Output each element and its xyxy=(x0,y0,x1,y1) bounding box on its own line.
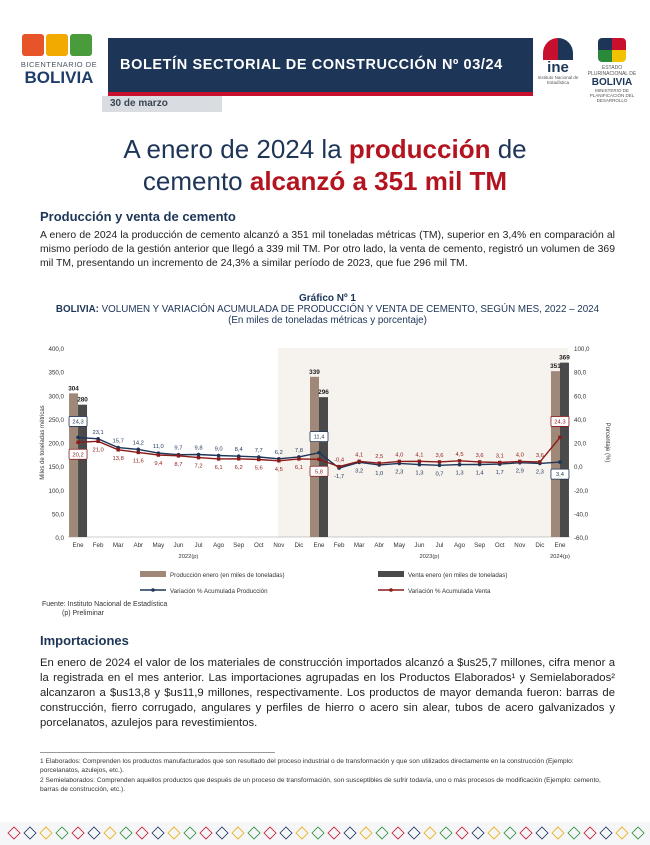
bar-data-label: 369 xyxy=(559,354,570,362)
y-axis-tick-label: 400,0 xyxy=(48,346,64,353)
y-axis-tick-label: 250,0 xyxy=(48,416,64,424)
line-data-label: 4,5 xyxy=(274,466,283,473)
line-data-label: 7,2 xyxy=(194,463,203,470)
line-point-venta xyxy=(277,459,280,462)
y2-axis-tick-label: 20,0 xyxy=(574,440,587,448)
line-data-label: 11,4 xyxy=(313,434,325,441)
x-axis-tick-label: Dic xyxy=(294,542,304,549)
y2-axis-tick-label: -20,0 xyxy=(574,487,589,495)
line-point-venta xyxy=(378,461,381,464)
line-data-label: 2,5 xyxy=(375,454,384,461)
line-data-label: -0,4 xyxy=(334,457,345,464)
line-point-venta xyxy=(478,460,481,463)
x-axis-tick-label: Oct xyxy=(494,542,505,549)
line-data-label: 11,6 xyxy=(132,458,144,465)
bolivia-seal-icon xyxy=(598,38,626,62)
line-data-label: 5,6 xyxy=(254,465,263,472)
line-point-venta xyxy=(337,465,340,468)
year-label: 2022(p) xyxy=(178,554,199,560)
y2-axis-title: Porcentaje (%) xyxy=(604,422,610,463)
y-axis-tick-label: 200,0 xyxy=(48,440,64,448)
section-title-production: Producción y venta de cemento xyxy=(40,209,236,224)
x-axis-tick-label: Dic xyxy=(535,542,545,549)
page-header xyxy=(0,0,650,109)
legend-swatch xyxy=(378,571,404,577)
section-body-production: A enero de 2024 la producción de cemento alcanzó a 351 mil toneladas métricas (TM), superior en 3,4% en comparación al mismo período de la gestión anterior que llegó a 339 mil TM. Por otro lado, la venta de cemento, registró un volumen de 369 mil TM, presentando un incremento de 24,3% a similar período de 2023, que fue 296 mil TM. xyxy=(40,230,615,269)
x-axis-tick-label: Ago xyxy=(213,542,225,549)
y-axis-tick-label: 100,0 xyxy=(48,487,64,495)
bar-data-label: 304 xyxy=(68,385,79,393)
x-axis-tick-label: Nov xyxy=(273,542,285,549)
logo-big-text: BOLIVIA xyxy=(24,68,94,87)
headline-part: A enero de 2024 la xyxy=(123,134,349,164)
x-axis-tick-label: Ene xyxy=(313,542,325,549)
cement-chart xyxy=(28,336,622,604)
line-data-label: 24,3 xyxy=(554,419,566,426)
line-data-label: 0,7 xyxy=(435,471,444,478)
line-data-label: 9,8 xyxy=(194,445,203,452)
headline-part: cemento xyxy=(142,166,250,196)
year-label: 2023(p) xyxy=(419,554,440,560)
line-point-venta xyxy=(76,441,79,444)
line-point-venta xyxy=(137,451,140,454)
line-data-label: 23,1 xyxy=(92,429,104,436)
source-note: (p) Preliminar xyxy=(62,610,105,617)
line-point-venta xyxy=(317,458,320,461)
line-data-label: 4,1 xyxy=(355,452,364,459)
line-point-venta xyxy=(438,460,441,463)
x-axis-tick-label: Mar xyxy=(112,542,124,549)
x-axis-tick-label: Jul xyxy=(435,542,444,549)
line-data-label: 3,6 xyxy=(435,452,444,459)
bicentenario-logo xyxy=(16,34,102,96)
y2-axis-tick-label: 40,0 xyxy=(574,416,587,424)
bulletin-title: BOLETÍN SECTORIAL DE CONSTRUCCIÓN Nº 03/24 xyxy=(108,38,533,96)
line-point-produccion xyxy=(76,436,80,440)
line-data-label: 3,4 xyxy=(555,472,564,479)
legend-marker xyxy=(389,588,393,592)
line-data-label: 2,9 xyxy=(515,468,524,475)
line-data-label: 1,7 xyxy=(495,470,504,477)
ine-logo xyxy=(536,38,580,96)
x-axis-tick-label: May xyxy=(393,542,406,549)
legend-label: Variación % Acumulada Venta xyxy=(408,588,491,595)
line-point-produccion xyxy=(438,463,442,467)
bolivia-estado: ESTADO PLURINACIONAL DE xyxy=(587,65,637,77)
line-data-label: 14,2 xyxy=(132,440,144,447)
chart-source xyxy=(42,600,167,618)
chart-title-text: VOLUMEN Y VARIACIÓN ACUMULADA DE PRODUCCIÓN Y VENTA DE CEMENTO, SEGÚN MES, 2022 – 2024 xyxy=(98,304,600,315)
line-data-label: 9,4 xyxy=(154,461,163,468)
line-data-label: 4,0 xyxy=(395,452,404,459)
footnote-2: 2 Semielaborados: Comprenden aquellos productos que después de un proceso de transformación, son susceptibles de sufrir todavía, uno o más procesos de modificación (Ejemplo: cemento, barras de construcción, etc.). xyxy=(40,777,601,793)
line-data-label: 3,6 xyxy=(535,452,544,459)
y2-axis-tick-label: 60,0 xyxy=(574,393,587,401)
y-axis-tick-label: 350,0 xyxy=(48,369,64,377)
year-label: 2024(p) xyxy=(549,554,570,560)
line-data-label: 21,0 xyxy=(92,447,104,454)
line-data-label: 4,0 xyxy=(515,452,524,459)
line-data-label: 9,0 xyxy=(214,446,223,453)
y2-axis-tick-label: 0,0 xyxy=(574,464,583,472)
x-axis-tick-label: Sep xyxy=(233,542,245,549)
x-axis-tick-label: Abr xyxy=(133,542,144,549)
line-point-produccion xyxy=(197,453,201,457)
bar-produccion xyxy=(551,371,560,537)
line-data-label: 3,6 xyxy=(475,452,484,459)
line-point-venta xyxy=(96,440,99,443)
footnotes xyxy=(40,757,615,795)
x-axis-tick-label: Jun xyxy=(414,542,425,549)
legend-label: Venta enero (en miles de toneladas) xyxy=(408,572,508,579)
line-data-label: 3,2 xyxy=(355,468,364,475)
line-point-venta xyxy=(458,459,461,462)
ine-subtitle: Instituto Nacional de Estadística xyxy=(537,75,579,85)
x-axis-tick-label: Mar xyxy=(353,542,365,549)
bar-venta xyxy=(560,363,569,537)
footnote-divider xyxy=(40,752,275,753)
headline-part: de xyxy=(490,134,527,164)
x-axis-tick-label: May xyxy=(152,542,165,549)
y2-axis-tick-label: 100,0 xyxy=(574,346,590,353)
line-data-label: 4,5 xyxy=(455,451,464,458)
line-point-produccion xyxy=(418,463,422,467)
line-point-venta xyxy=(558,436,561,439)
y2-axis-tick-label: -40,0 xyxy=(574,511,589,519)
x-axis-tick-label: Ene xyxy=(72,542,84,549)
line-point-venta xyxy=(538,460,541,463)
line-data-label: 6,2 xyxy=(234,464,243,471)
line-data-label: 1,3 xyxy=(455,470,464,477)
line-point-venta xyxy=(157,453,160,456)
y-axis-tick-label: 50,0 xyxy=(51,511,64,519)
x-axis-tick-label: Jun xyxy=(173,542,184,549)
footnote-1: 1 Elaborados: Comprenden los productos manufacturados que son resultado del proceso industrial o de transformación y que son utilizados directamente en la construcción (Ejemplo: porcelanatos, azulejos, etc.). xyxy=(40,758,574,774)
chart-number: Gráfico Nº 1 xyxy=(298,293,356,304)
ine-emblem-icon xyxy=(543,38,573,60)
ine-name: ine xyxy=(547,59,569,76)
line-data-label: 1,0 xyxy=(375,470,384,477)
line-data-label: 8,7 xyxy=(174,461,183,468)
line-data-label: 1,4 xyxy=(475,470,484,477)
x-axis-tick-label: Ene xyxy=(554,542,566,549)
line-data-label: 15,7 xyxy=(112,438,124,445)
x-axis-tick-label: Ago xyxy=(454,542,466,549)
x-axis-tick-label: Oct xyxy=(253,542,264,549)
logo-tiles xyxy=(22,34,102,56)
line-point-venta xyxy=(357,460,360,463)
line-point-venta xyxy=(518,460,521,463)
line-data-label: 6,1 xyxy=(294,464,303,471)
line-data-label: 6,2 xyxy=(274,449,283,456)
y2-axis-tick-label: 80,0 xyxy=(574,369,587,377)
line-point-produccion xyxy=(217,454,221,458)
y-axis-tick-label: 150,0 xyxy=(48,464,64,472)
bar-data-label: 339 xyxy=(309,368,320,376)
line-data-label: 24,3 xyxy=(72,419,84,426)
line-point-produccion xyxy=(458,463,462,467)
logo-small-text: BICENTENARIO DE xyxy=(20,60,98,69)
line-point-produccion xyxy=(136,448,140,452)
line-point-venta xyxy=(177,454,180,457)
bar-produccion xyxy=(310,377,319,537)
line-point-venta xyxy=(297,457,300,460)
line-data-label: 7,8 xyxy=(294,447,303,454)
line-data-label: 1,3 xyxy=(415,470,424,477)
line-data-label: 3,1 xyxy=(495,453,504,460)
chart-caption xyxy=(40,293,615,326)
legend-label: Variación % Acumulada Producción xyxy=(170,588,268,595)
line-point-venta xyxy=(197,456,200,459)
line-point-venta xyxy=(418,460,421,463)
line-point-venta xyxy=(498,461,501,464)
bar-data-label: 280 xyxy=(77,396,88,404)
bar-data-label: 351 xyxy=(550,363,561,371)
line-point-venta xyxy=(257,458,260,461)
page-headline xyxy=(0,133,650,197)
y-axis-title: Miles de toneladas métricas xyxy=(40,405,46,480)
line-data-label: 20,2 xyxy=(72,452,84,459)
legend-marker xyxy=(151,588,155,592)
line-data-label: -1,7 xyxy=(334,474,345,481)
line-data-label: 2,3 xyxy=(395,469,404,476)
headline-highlight: producción xyxy=(348,134,491,164)
bolivia-ministry: MINISTERIO DE PLANIFICACIÓN DEL DESARROLLO xyxy=(589,88,635,103)
line-point-venta xyxy=(237,457,240,460)
x-axis-tick-label: Jul xyxy=(194,542,203,549)
line-point-venta xyxy=(217,457,220,460)
legend-swatch xyxy=(140,571,166,577)
line-data-label: 13,8 xyxy=(112,455,124,462)
section-body-imports: En enero de 2024 el valor de los materiales de construcción importados alcanzó a $us25,7 millones, cifra menor a la registrada en el mes anterior. Las importaciones agrupadas en los Productos Elaborados¹ y Semielaborados² alcanzaron a $us13,8 y $us11,9 millones, respectivamente. Los productos de mayor demanda fueron: barras de construcción, fierro corrugado, angulares y perfiles de hierro o acero sin alear, tubos de acero galvanizados y porcelanatos, azulejos para revestimientos. xyxy=(40,657,615,729)
line-data-label: 5,8 xyxy=(314,469,324,476)
source-line: Fuente: Instituto Nacional de Estadística xyxy=(42,601,168,608)
legend-label: Producción enero (en miles de toneladas) xyxy=(170,572,285,579)
bolivia-name: BOLIVIA xyxy=(591,77,633,88)
line-data-label: 11,0 xyxy=(152,444,164,451)
chart-title xyxy=(40,304,615,315)
x-axis-tick-label: Feb xyxy=(92,542,104,549)
section-title-imports: Importaciones xyxy=(40,633,129,648)
x-axis-tick-label: Abr xyxy=(374,542,385,549)
chart-subtitle: (En miles de toneladas métricas y porcentaje) xyxy=(228,315,427,326)
bar-data-label: 296 xyxy=(318,389,329,397)
bolivia-state-logo xyxy=(582,38,642,103)
line-point-produccion xyxy=(558,460,562,464)
bulletin-date: 30 de marzo xyxy=(102,96,222,112)
y-axis-tick-label: 0,0 xyxy=(55,535,64,542)
x-axis-tick-label: Nov xyxy=(514,542,526,549)
line-point-venta xyxy=(398,460,401,463)
headline-highlight: alcanzó a 351 mil TM xyxy=(249,166,508,196)
x-axis-tick-label: Feb xyxy=(333,542,345,549)
chart-title-country: BOLIVIA: xyxy=(55,304,99,315)
line-data-label: 7,7 xyxy=(254,448,263,455)
line-data-label: 2,3 xyxy=(535,469,544,476)
bar-produccion xyxy=(69,393,78,537)
line-data-label: 8,4 xyxy=(234,447,243,454)
line-data-label: 6,1 xyxy=(214,464,223,471)
line-point-venta xyxy=(117,448,120,451)
page-footer-pattern xyxy=(0,822,650,845)
y2-axis-tick-label: -60,0 xyxy=(574,535,589,542)
chart-container xyxy=(28,336,622,604)
line-data-label: 4,1 xyxy=(415,452,424,459)
y-axis-tick-label: 300,0 xyxy=(48,393,64,401)
line-data-label: 9,7 xyxy=(174,445,183,452)
x-axis-tick-label: Sep xyxy=(474,542,486,549)
line-point-produccion xyxy=(317,451,321,455)
